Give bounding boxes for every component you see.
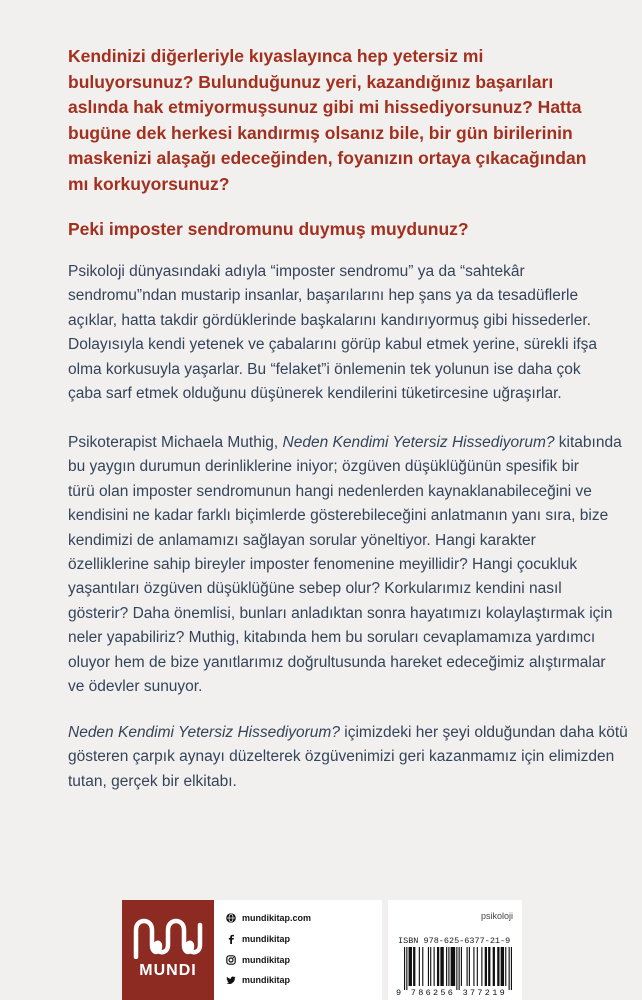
instagram-icon xyxy=(226,955,236,965)
barcode-bar xyxy=(428,947,429,986)
barcode-bar xyxy=(448,947,449,986)
barcode-bar xyxy=(456,947,457,990)
publisher-logo xyxy=(122,900,214,1000)
isbn-text: ISBN 978-625-6377-21-9 xyxy=(398,936,511,946)
paragraph-line: neler yapabiliriz? Muthig, kitabında hem bu soruları cevaplamamıza yardımcı xyxy=(68,629,596,647)
barcode-bar xyxy=(451,947,456,986)
barcode-bar xyxy=(473,947,474,986)
book-title-italic: Neden Kendimi Yetersiz Hissediyorum? xyxy=(68,724,340,741)
paragraph-line: tutan, gerçek bir elkitabı. xyxy=(68,772,237,790)
intro-line: bugüne dek herkesi kandırmış olsanız bile, bir gün birilerinin xyxy=(68,122,573,143)
paragraph-line: özelliklerine sahip bireyler imposter fenomenine meyillidir? Hangi çocukluk xyxy=(68,556,578,574)
twitter-icon xyxy=(226,975,236,985)
social-item-instagram xyxy=(226,953,376,967)
barcode-bar xyxy=(509,947,510,990)
question-heading: Peki imposter sendromunu duymuş muydunuz? xyxy=(68,219,469,239)
description-paragraph-2 xyxy=(68,431,622,699)
barcode-bar xyxy=(440,947,443,986)
paragraph-line: çaba sarf etmek olduğunu düşünerek kendilerini tüketircesine uğraşırlar. xyxy=(68,385,562,403)
barcode-bar xyxy=(437,947,439,986)
barcode-bar xyxy=(488,947,490,986)
paragraph-line: bu yaygın durumun derinliklerine iniyor; özgüven düşüklüğünün spesifik bir xyxy=(68,458,579,476)
instagram-label: mundikitap xyxy=(242,955,291,965)
barcode-bar xyxy=(493,947,495,986)
barcode-bar xyxy=(467,947,468,986)
barcode-bar xyxy=(430,947,431,986)
barcode-bar xyxy=(461,947,462,986)
social-item-facebook xyxy=(226,932,376,946)
paragraph-line: türü olan imposter sendromunun hangi nedenlerden kaynaklanabileceğini ve xyxy=(68,482,592,500)
barcode-bar xyxy=(406,947,407,990)
paragraph-line: Dolayısıyla kendi yetenek ve çabalarını görüp kabul etmek yerine, sürekli ifşa xyxy=(68,336,597,354)
twitter-label: mundikitap xyxy=(242,975,291,985)
paragraph-text: içimizdeki her şeyi olduğundan daha kötü xyxy=(339,724,628,741)
paragraph-line: açıklar, hatta takdir gördüklerinde başkalarını kandırıyormuş gibi hissederler. xyxy=(68,311,591,329)
barcode-bar xyxy=(501,947,504,986)
paragraph-line: kendimizi de anlamamızı sağlayan sorular yöneltiyor. Hangi karakter xyxy=(68,531,536,549)
barcode-bar xyxy=(404,947,405,990)
paragraph-line: ve ödevler sunuyor. xyxy=(68,678,203,696)
paragraph-line: gösterir? Daha önemlisi, bunları anladıktan sonra hayatımızı kolaylaştırmak için xyxy=(68,604,613,622)
intro-line: Kendinizi diğerleriyle kıyaslayınca hep yetersiz mi xyxy=(68,46,484,66)
social-item-website xyxy=(226,911,376,925)
mundi-logo-icon xyxy=(132,913,204,959)
barcode-bar xyxy=(497,947,499,986)
website-label: mundikitap.com xyxy=(242,913,312,923)
social-links xyxy=(214,900,382,1000)
barcode-bar xyxy=(511,947,512,990)
intro-line: buluyorsunuz? Bulunduğunuz yeri, kazandığınız başarıları xyxy=(68,71,554,92)
barcode-bar xyxy=(477,947,478,986)
barcode-bar xyxy=(459,947,460,990)
paragraph-line: sendromu”ndan mustarip insanlar, başarılarını hep şans ya da tesadüflerle xyxy=(68,287,579,305)
barcode-bar xyxy=(434,947,435,986)
book-title-italic: Neden Kendimi Yetersiz Hissediyorum? xyxy=(282,434,555,451)
intro-line: aslında hak etmiyormuşsunuz gibi mi hissediyorsunuz? Hatta xyxy=(68,97,582,117)
barcode-bar xyxy=(485,947,487,986)
barcode xyxy=(404,947,512,990)
paragraph-line xyxy=(68,721,628,745)
paragraph-line xyxy=(68,431,622,455)
barcode-bar xyxy=(481,947,482,986)
publisher-name: MUNDI xyxy=(139,962,197,979)
barcode-bar xyxy=(422,947,423,986)
facebook-icon xyxy=(226,934,236,944)
paragraph-line: Psikoloji dünyasındaki adıyla “imposter sendromu” ya da “sahtekâr xyxy=(68,263,525,280)
paragraph-line: kendisini ne kadar farklı biçimlerde gösterebileceğini anlatmanın yanı sıra, bize xyxy=(68,507,609,525)
paragraph-text: Psikoterapist Michaela Muthig, xyxy=(68,434,283,451)
barcode-bar xyxy=(446,947,447,986)
category-label: psikoloji xyxy=(480,911,513,921)
social-item-twitter xyxy=(226,973,376,987)
barcode-bar xyxy=(469,947,470,986)
barcode-bar xyxy=(505,947,506,986)
barcode-bar xyxy=(419,947,420,986)
paragraph-line: oluyor hem de bize yanıtlarımız doğrultusunda hareket edeceğimiz alıştırmalar xyxy=(68,653,606,671)
description-paragraph-3 xyxy=(68,721,628,794)
paragraph-line: yaşantıları özgüven düşüklüğüne sebep olur? Korkularımız kendini nasıl xyxy=(68,580,562,598)
intro-line: mı korkuyorsunuz? xyxy=(68,173,230,194)
barcode-bar xyxy=(409,947,412,986)
intro-blurb xyxy=(68,44,586,197)
globe-icon xyxy=(226,913,236,923)
barcode-number: 9 786256 377219 xyxy=(396,988,508,998)
intro-line: maskenizi alaşağı edeceğinden, foyanızın ortaya çıkacağından xyxy=(68,148,587,168)
paragraph-line: gösteren çarpık aynayı düzelterek özgüvenimizi geri kazanmamız için elimizden xyxy=(68,748,615,766)
paragraph-text: kitabında xyxy=(554,434,622,451)
facebook-label: mundikitap xyxy=(242,934,291,944)
isbn-barcode-panel xyxy=(388,900,522,1000)
barcode-bar xyxy=(413,947,415,986)
description-paragraph-1 xyxy=(68,260,597,406)
paragraph-line: olma korkusuyla yaşarlar. Bu “felaket”i önlemenin tek yolunun ise daha çok xyxy=(68,360,581,378)
